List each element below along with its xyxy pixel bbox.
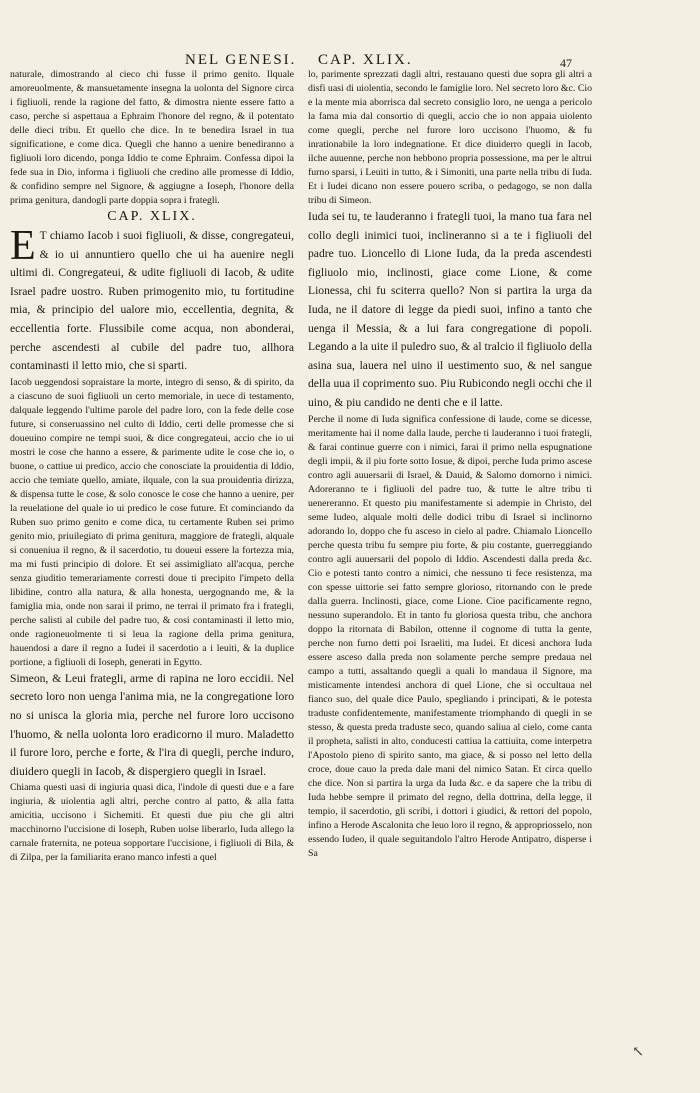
- right-column: [308, 68, 592, 861]
- verse-block-3: Iuda sei tu, te lauderanno i frategli tuoi, la mano tua fara nel collo degli inimici tuoi, inclineranno si a te i figliuoli del padre tuo. Lioncello di Lione Iuda, da la preda ascendesti figliuolo mio, inclinosti, giace come Lione, & come Lionessa, chi fu sciterra quello? Non si partira la urga da Iuda, ne il datore di legge da piedi suoi, infino a tanto che uenga il Messia, & a lui fara congregatione di popoli. Legando a la uite il puledro suo, & al tralcio il figliuolo della asina sua, lauera nel uino il uestimento suo, & nel sangue della uua il coprimento suo. Piu Rubicondo negli occhi che il uino, & piu candido ne denti che e il latte.: [308, 210, 592, 409]
- chapter-heading: CAP. XLIX.: [107, 209, 197, 224]
- verse-block-2: Simeon, & Leui frategli, arme di rapina ne loro eccidii. Nel secreto loro non uenga l'anima mia, ne la congregatione loro no si unisca la gloria mia, perche nel furore loro uccisono l'huomo, & nella uolonta loro eradicorno il muro. Maladetto il furore loro, perche e forte, & l'ira di quegli, perche induro, diuidero quegli in Iacob, & dispergiero quegli in Israel.: [10, 671, 294, 778]
- commentary-top: naturale, dimostrando al cieco chi fusse il primo genito. Ilquale amoreuolmente, & mansuetamente insegna la uolonta del Signore circa i figliuoli, rende la ragione del fatto, & dimostra niente essere fatto a caso, perche si aspettaua a Ephraim l'honore del regno, & il potentato delle dieci tribu. Et quello che dice. In te benedira Israel in tua significatione, e come dica. Quegli che hanno a uenire benediranno a figliuoli loro dicendo, ponga Iddio te come Ephraim. Confessa dipoi la fede sua in Dio, informa i figliuoli che credino alle promesse di Iddio, & confidino sempre nel Signore, & aggiugne a Ioseph, l'honore della prima genitura, dandogli parte doppia sopra i frategli.: [10, 69, 294, 206]
- verse-block-1: [10, 223, 294, 376]
- commentary-right-top: lo, parimente sprezzati dagli altri, restauano questi due sopra gli altri a disfi uasi di uiolentia, secondo le famiglie loro. Nel secreto loro &c. Cio e la mente mia aborrisca dal secreto consiglio loro, ne uenga a pericolo la fama mia dal consortio di quegli, accio che io non appaia uiolento come quegli, perche nel furore loro uccisono l'huomo, & fu inrationabile la loro indegnatione. Et dice diuiderro quegli in Iacob, ilche auuenne, perche non hebbono propria possessione, ma per le altrui furno sparsi, i Leuiti in tutto, & i Simoniti, una parte nella tribu di Iuda. Et i Iudei dicano non essere pouero scriba, o pedagogo, se non dalla tribu di Simeon.: [308, 69, 592, 206]
- verse-text-1: T chiamo Iacob i suoi figliuoli, & disse, congregateui, & io ui annuntiero quello che ui ha auenire negli ultimi di. Congregateui, & udite figliuoli di Iacob, & udite Israel padre uostro. Ruben primogenito mio, tu fortitudine mia, & principio del ualore mio, eccellentia, degnita, & eccellentia forte. Flussibile come acqua, non abonderai, perche ascendesti al cubile del padre tuo, allhora contaminasti il letto mio, che si sparti.: [10, 229, 294, 373]
- running-head-left: NEL GENESI.: [185, 52, 297, 68]
- folio-number: 47: [560, 56, 572, 70]
- commentary-3: Perche il nome di Iuda significa confessione di laude, come se dicesse, meritamente hai il nome dalla laude, perche ti lauderanno i tuoi frategli, & farai continue guerre con i nimici, farai il primo nella espugnatione degli impii, & il piu forte sotto Iosue, & dipoi, perche Iuda primo ascese contro agli auuersarii di Israel, & Dauid, & Salomo domorno i nimici. Adoreranno te i figliuoli del padre tuo, & tutte le altre tribu ti uenereranno. Et questo piu manifestamente si adempie in Christo, del seme Iudeo, alquale molti delle dodici tribu di Israel si inclinorno adorando lo, doppo che fu asceso in cielo al padre. Chiamalo Lioncello perche questa tribu fu sempre piu forte, & piu costante, guerreggiando contro agli auuersarii del popolo di Iddio. Ascendesti dalla preda &c. Cio e potesti tanto contro a nimici, che nessuno ti fece resistenza, ma con spesse uittorie sei fatto sempre glorioso, ritornando con le prede dalla guerra. Inclinosti, giace, come Lione. Cioe pacificamente regno, nessuno superandolo. Et in tanto fu gloriosa questa tribu, che anchora doppo la ritornata di Babilon, ottenne il cognome di tutta la gente, perche non furno detti poi Israeliti, ma Iudei. Et dicesi anchora Iuda essere asceso dalla preda non solamente perche sempre predaua nel campo a tutti, assaltando quegli a quali lo mandaua il Signore, ma misticamente intendesi anchora di quel Lione, che si occultaua nel fianco suo, del quale dice Paulo, spegliando i principati, & le potesta traduste confidentemente, manifestamente triomphando di quegli in se stesso, & questa preda traduste seco, quando saliua al cielo, come canta il propheta, salisti in alto, conducesti cattiua la cattiuita, come interpetra l'Apostolo pieno di spirito santo, ma giace, & si posso nel letto della croce, doue cauo la preda dale mani del nimico Satan. Et circa quello che dice. Non si partira la urga da Iuda &c. e da sapere che la tribu di Iuda hebbe sempre il primato del regno, della dottrina, della legge, il tempio, il sacerdotio, gli scribi, i dottori i giudici, & rettori del popolo, infino a Herode Ascalonita che leuo loro il regno, & appropriosselo, non essendo Iudeo, il quale seguitandolo l'altro Herode Antipatro, disperse i Sa: [308, 413, 592, 859]
- running-head-right: CAP. XLIX.: [318, 52, 413, 68]
- drop-cap: E: [10, 223, 36, 269]
- commentary-2: Chiama questi uasi di ingiuria quasi dica, l'indole di questi due e a fare ingiuria, & uiolentia agli altri, perche contro al patto, & alla fatta amicitia, uccisono i Sichemiti. Et questi due piu che gli altri macchinorno l'uccisione di Ioseph, Ruben uolse liberarlo, Iuda allego la carnale fraternita, ne poteua sopportare l'uccisione, i figliuoli di Bila, & di Zilpa, per la familiarita erano manco infesti a quel: [10, 782, 294, 864]
- commentary-1: Iacob ueggendosi sopraistare la morte, integro di senso, & di spirito, da a ciascuno de suoi figliuoli un certo memoriale, in uece di testamento, dalquale leggendo l'ultime parole del padre loro, con la fede delle cose future, si conseruassino nel culto di Iddio, certi delle promesse che si doueuino compire ne tempi suoi, & dice congregateui, accio che io ui mostri le cose che hanno a essere, & parimente udite le cose che io, o buone, o cattiue ui predico, accio che conosciate la prouidentia di Iddio, accio che temiate quello, amiate, ilquale, con la sua prouidentia dirizza, & dispensa tutte le cose, & solo conosce le cose che hanno a uenire, per la reuelatione del quale io ui predico le cose future. Et cominciando da Ruben suo primo genito e come dica, tu certamente Ruben sei primo genito mio, priuilegiato di prima genitura, maggiore de frategli, alquale si conueniua il regno, & il sacerdotio, tu doueui essere la fortezza mia, ma mi fusti principio di dolore. Et sei assimigliato all'acqua, perche senza giuditio temerariamente corresti doue ti precipito l'impeto della libidine, contro alla natura, & alla honesta, uergognando me, & la famiglia mia, onde non sarai il primo, ne terrai il primato fra i frategli, perche salisti al cubile del padre tuo, & cosi contaminasti il letto mio, onde ragioneuolmente ti si leua la ragione della prima genitura, hauendosi a dare il regno a Iudei il sacerdotio a i leuiti, & la duplice portione, a figliuoli di Ioseph, generati in Egytto.: [10, 376, 294, 668]
- left-column: [10, 68, 294, 865]
- margin-mark-icon: ↖: [632, 1045, 644, 1060]
